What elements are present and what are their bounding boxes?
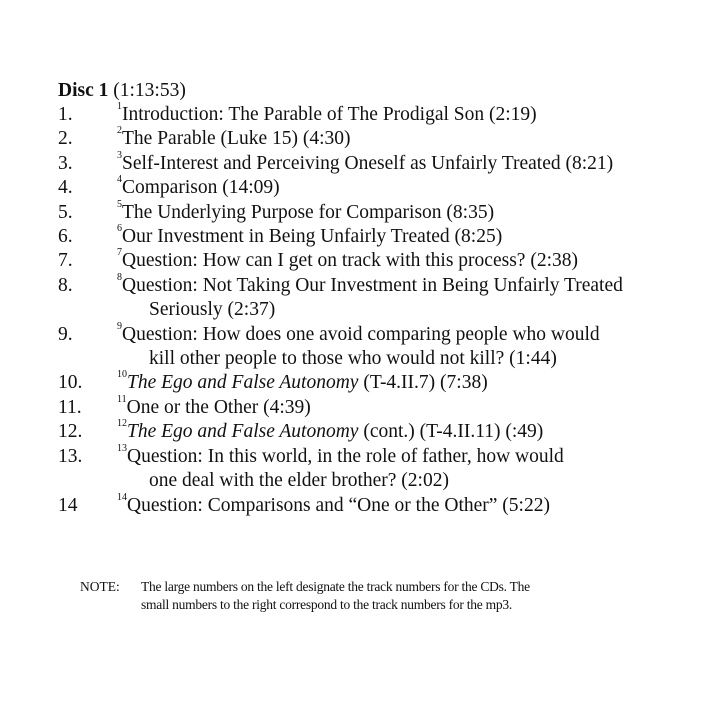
- track-item: [58, 420, 708, 444]
- track-title-italic: The Ego and False Autonomy: [127, 372, 359, 394]
- track-item: [58, 176, 708, 200]
- disc-duration: (1:13:53): [113, 80, 186, 101]
- track-title-continuation: Seriously (2:37): [149, 299, 276, 321]
- cd-track-number: 6.: [58, 226, 73, 248]
- track-item: [58, 271, 708, 323]
- track-title: (T-4.II.7) (7:38): [358, 372, 488, 394]
- track-item: [58, 320, 708, 372]
- mp3-track-number: 4: [117, 174, 122, 186]
- mp3-track-number: 11: [117, 393, 127, 405]
- track-title-continuation: kill other people to those who would not kill? (1:44): [149, 348, 557, 370]
- track-item: [58, 491, 708, 518]
- track-title: Question: In this world, in the role of father, how would: [127, 445, 564, 467]
- track-item: [58, 149, 708, 176]
- track-item: [58, 225, 708, 249]
- track-title: One or the Other (4:39): [126, 396, 311, 418]
- mp3-track-number: 3: [117, 149, 122, 161]
- cd-track-number: 2.: [58, 128, 73, 150]
- cd-track-number: 1.: [58, 104, 73, 125]
- cd-track-number: 11.: [58, 396, 82, 418]
- mp3-track-number: 12: [117, 418, 127, 430]
- note-label: NOTE:: [80, 579, 120, 594]
- note-text-line-1: The large numbers on the left designate the track numbers for the CDs. The: [141, 579, 530, 594]
- mp3-track-number: 1: [117, 101, 122, 112]
- track-title: Self-Interest and Perceiving Oneself as Unfairly Treated (8:21): [122, 152, 614, 174]
- cd-track-number: 10.: [58, 372, 83, 394]
- track-title: (cont.) (T-4.II.11) (:49): [358, 421, 544, 443]
- track-title: Question: Not Taking Our Investment in Being Unfairly Treated: [122, 274, 623, 296]
- track-title: Question: How does one avoid comparing people who would: [122, 323, 600, 345]
- mp3-track-number: 8: [117, 271, 122, 283]
- track-title: Introduction: The Parable of The Prodigal Son (2:19): [122, 104, 537, 125]
- note-text-line-2: small numbers to the right correspond to the track numbers for the mp3.: [141, 597, 513, 612]
- track-item: [58, 198, 708, 225]
- track-list: [58, 103, 708, 518]
- cd-track-number: 5.: [58, 201, 73, 223]
- mp3-track-number: 13: [117, 442, 127, 454]
- track-title: Question: Comparisons and “One or the Other” (5:22): [127, 494, 550, 516]
- track-item: [58, 371, 708, 395]
- cd-track-number: 13.: [58, 445, 83, 467]
- track-title: Comparison (14:09): [122, 177, 280, 199]
- track-item: [58, 103, 708, 127]
- cd-track-number: 8.: [58, 274, 73, 296]
- track-title: The Underlying Purpose for Comparison (8:35): [122, 201, 495, 223]
- disc-header: [58, 79, 186, 103]
- track-item: [58, 249, 708, 273]
- cd-track-number: 7.: [58, 250, 73, 272]
- cd-track-number: 12.: [58, 421, 83, 443]
- cd-track-number: 9.: [58, 323, 73, 345]
- disc-title: Disc 1: [58, 80, 109, 101]
- track-title-continuation: one deal with the elder brother? (2:02): [149, 470, 449, 492]
- mp3-track-number: 14: [117, 491, 127, 503]
- cd-track-number: 14: [58, 494, 78, 516]
- mp3-track-number: 7: [117, 247, 122, 259]
- track-title: Question: How can I get on track with this process? (2:38): [122, 250, 578, 272]
- mp3-track-number: 6: [117, 223, 122, 235]
- track-title: Our Investment in Being Unfairly Treated (8:25): [122, 226, 503, 248]
- track-title-italic: The Ego and False Autonomy: [127, 421, 359, 443]
- mp3-track-number: 9: [117, 320, 122, 332]
- cd-track-number: 4.: [58, 177, 73, 199]
- track-item: [58, 127, 708, 151]
- footnote: [80, 578, 690, 614]
- mp3-track-number: 10: [117, 369, 127, 381]
- cd-track-number: 3.: [58, 152, 73, 174]
- track-item: [58, 393, 708, 420]
- track-title: The Parable (Luke 15) (4:30): [122, 128, 351, 150]
- mp3-track-number: 5: [117, 198, 122, 210]
- track-item: [58, 442, 708, 494]
- mp3-track-number: 2: [117, 125, 122, 137]
